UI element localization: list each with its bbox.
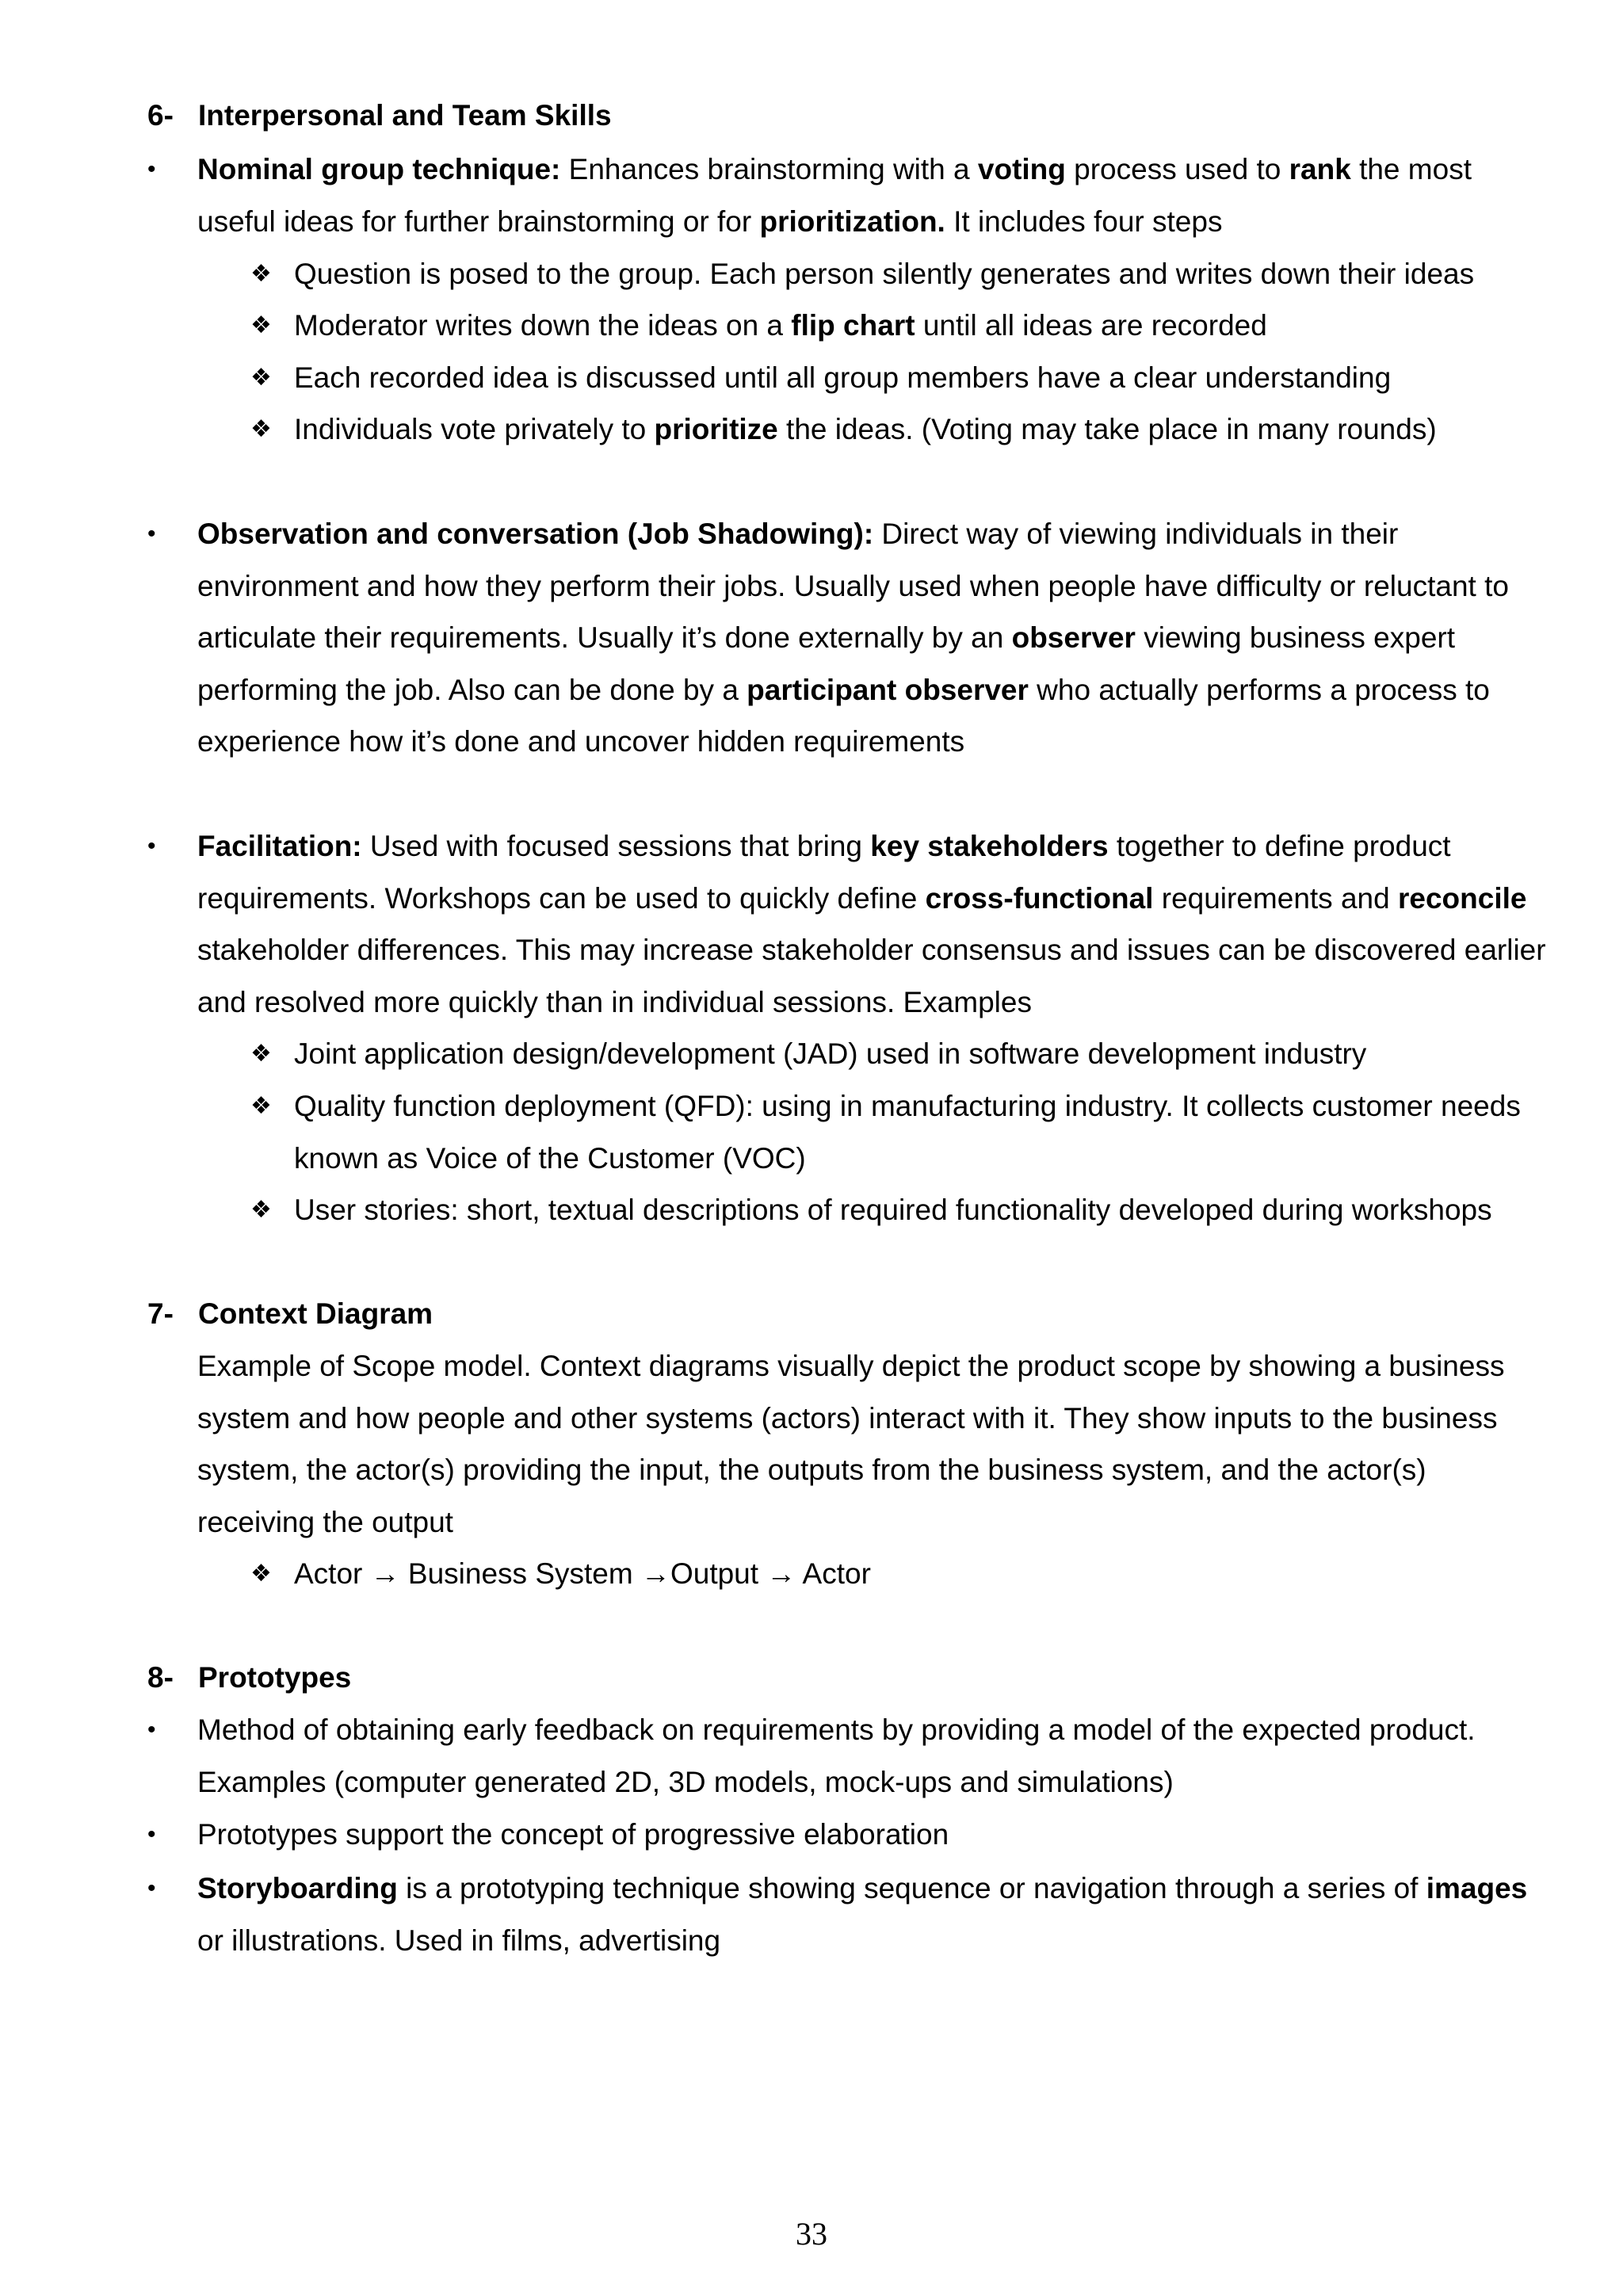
section-7-heading — [147, 1288, 433, 1340]
section-6-heading — [147, 90, 612, 142]
ngt-step: ❖ Moderator writes down the ideas on a flip chart until all ideas are recorded — [250, 300, 1558, 352]
ngt-step: ❖ Individuals vote privately to prioritize the ideas. (Voting may take place in many rounds) — [250, 403, 1558, 456]
facilitation-example: ❖ User stories: short, textual descriptions of required functionality developed during workshops — [250, 1184, 1558, 1236]
diamond-bullet-icon: ❖ — [250, 416, 272, 442]
diamond-bullet-icon: ❖ — [250, 365, 272, 391]
diamond-bullet-icon: ❖ — [250, 1093, 272, 1119]
context-diagram-body: Example of Scope model. Context diagrams visually depict the product scope by showing a business system and how people and other systems (actors) interact with it. They show inputs to the business system, the actor(s) providing the input, the outputs from the business system, and the actor(s) receiving the output — [197, 1350, 1505, 1538]
section-6-title: Interpersonal and Team Skills — [198, 99, 612, 132]
ngt-step: ❖ Question is posed to the group. Each person silently generates and writes down their ideas — [250, 248, 1558, 300]
diamond-bullet-icon: ❖ — [250, 1041, 272, 1067]
diamond-bullet-icon: ❖ — [250, 1561, 272, 1587]
diamond-bullet-icon: ❖ — [250, 312, 272, 338]
page-number: 33 — [796, 2216, 827, 2252]
nominal-group-text: Nominal group technique: Enhances brainstorming with a voting process used to rank the most useful ideas for further brainstorming or for prioritization. It includes four steps — [197, 153, 1472, 238]
bullet-icon: • — [147, 521, 156, 547]
section-8-heading — [147, 1652, 351, 1704]
diamond-bullet-icon: ❖ — [250, 1197, 272, 1223]
bullet-facilitation — [147, 820, 1550, 1028]
section-6-number: 6- — [147, 99, 174, 132]
bullet-prototype-method: • Method of obtaining early feedback on requirements by providing a model of the expected product. Examples (computer generated 2D, 3D models, mock-ups and simulations) — [147, 1704, 1550, 1808]
ngt-step: ❖ Each recorded idea is discussed until all group members have a clear understanding — [250, 352, 1558, 404]
facilitation-example: ❖ Joint application design/development (JAD) used in software development industry — [250, 1028, 1558, 1080]
section-8-title: Prototypes — [198, 1661, 352, 1694]
section-7-title: Context Diagram — [198, 1297, 433, 1330]
bullet-icon: • — [147, 1875, 156, 1901]
bullet-icon: • — [147, 1821, 156, 1847]
facilitation-example: ❖ Quality function deployment (QFD): using in manufacturing industry. It collects customer needs known as Voice of the Customer (VOC) — [250, 1080, 1558, 1184]
bullet-icon: • — [147, 833, 156, 859]
section-8-number: 8- — [147, 1661, 174, 1694]
bullet-nominal-group — [147, 143, 1550, 247]
bullet-storyboarding: • Storyboarding is a prototyping technique showing sequence or navigation through a series of images or illustrations. Used in films, advertising — [147, 1862, 1550, 1966]
section-7-number: 7- — [147, 1297, 174, 1330]
bullet-icon: • — [147, 156, 156, 182]
bullet-progressive-elaboration: • Prototypes support the concept of progressive elaboration — [147, 1809, 1550, 1861]
context-diagram-flow: ❖ Actor → Business System →Output → Actor — [250, 1548, 1558, 1600]
diamond-bullet-icon: ❖ — [250, 261, 272, 287]
bullet-icon: • — [147, 1717, 156, 1743]
bullet-observation — [147, 508, 1550, 768]
facilitation-text: Facilitation: Used with focused sessions that bring key stakeholders together to define product requirements. Workshops can be used to quickly define cross-functional requirements and reconcile stakeholder differences. This may increase stakeholder consensus and issues can be discovered earlier and resolved more quickly than in individual sessions. Examples — [197, 830, 1546, 1018]
observation-text: Observation and conversation (Job Shadowing): Direct way of viewing individuals in their environment and how they perform their jobs. Usually used when people have difficulty or reluctant to articulate their requirements. Usually it’s done externally by an observer viewing business expert performing the job. Also can be done by a participant observer who actually performs a process to experience how it’s done and uncover hidden requirements — [197, 518, 1509, 758]
